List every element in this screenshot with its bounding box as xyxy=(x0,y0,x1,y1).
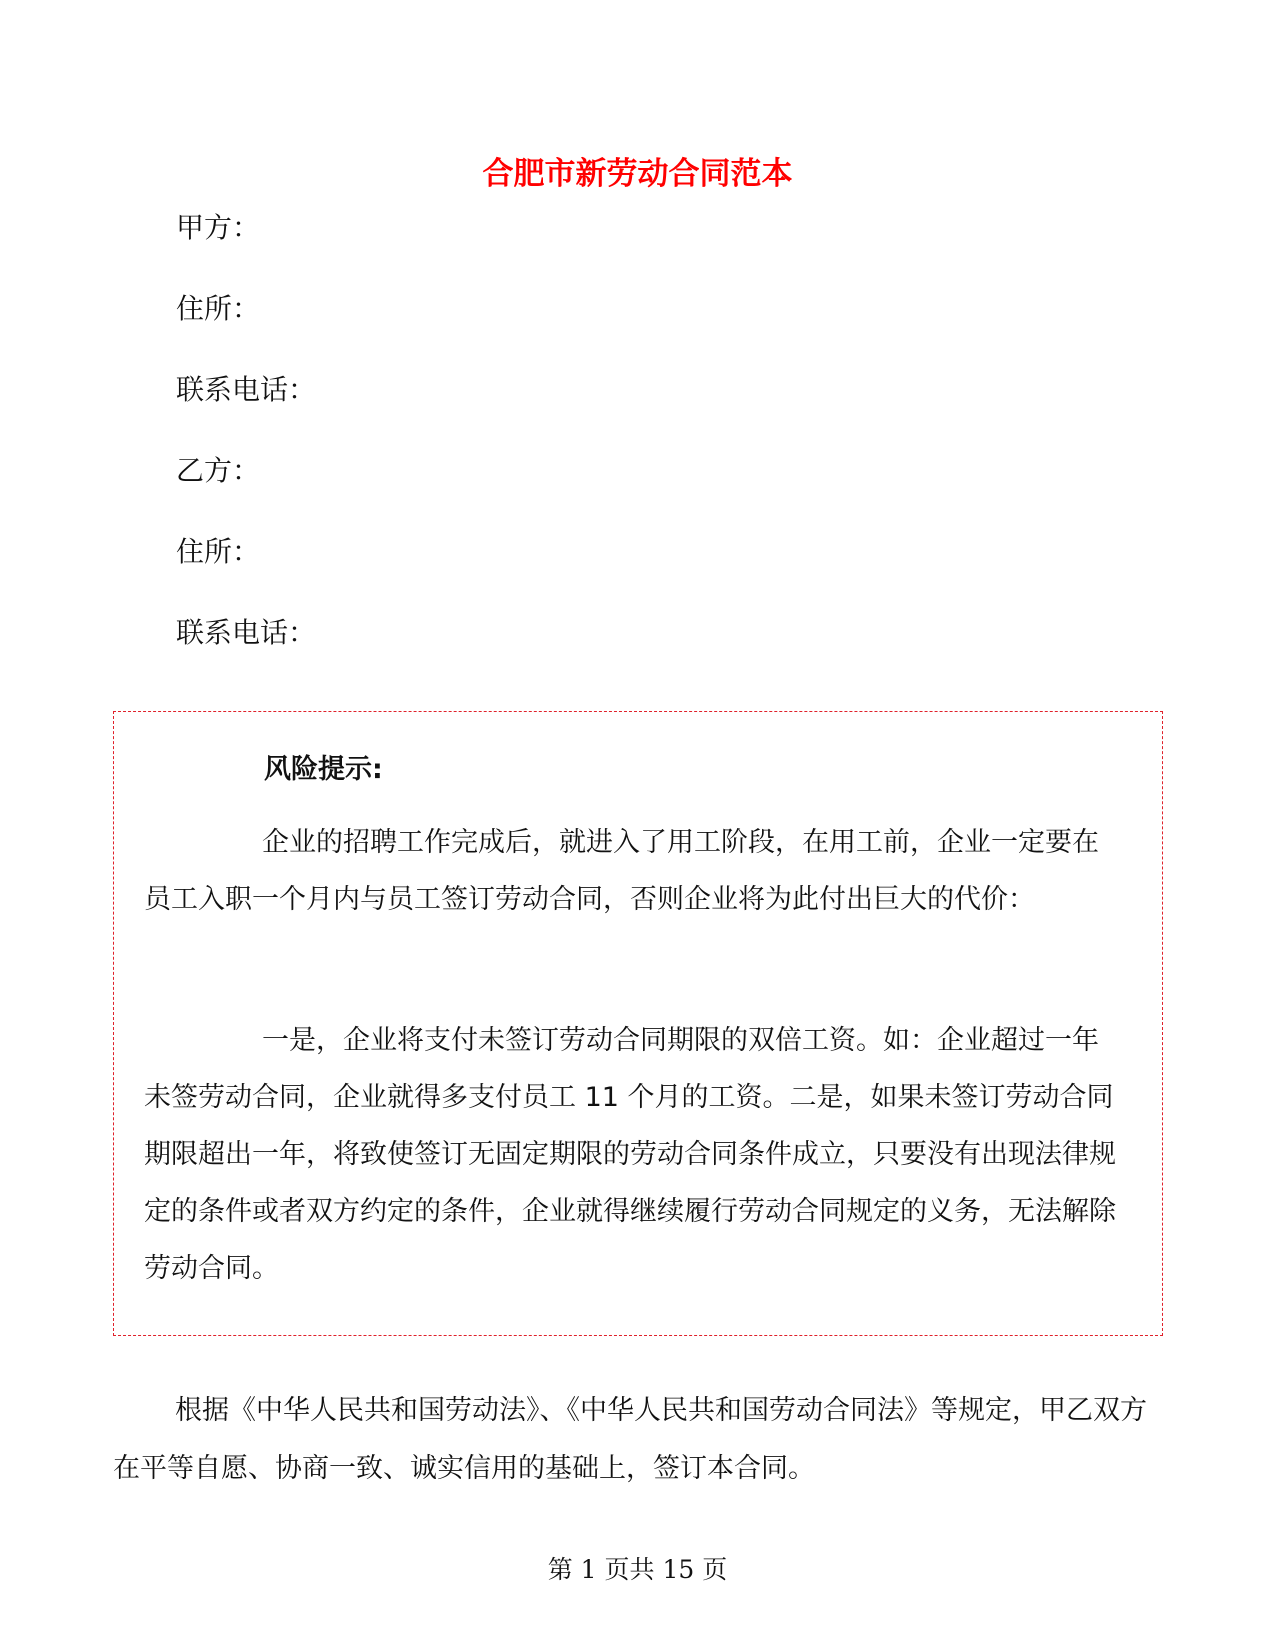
party-b-label: 乙方： xyxy=(176,454,261,487)
party-b-phone-label: 联系电话： xyxy=(176,616,317,649)
party-a-phone-label: 联系电话： xyxy=(176,373,317,406)
party-b-address-label: 住所： xyxy=(176,535,261,568)
party-a-label: 甲方： xyxy=(176,211,261,244)
contract-preamble: 根据《中华人民共和国劳动法》、《中华人民共和国劳动合同法》等规定，甲乙双方在平等自愿、协商一致、诚实信用的基础上，签订本合同。 xyxy=(113,1395,1147,1484)
risk-notice-paragraph-1: 企业的招聘工作完成后，就进入了用工阶段，在用工前，企业一定要在员工入职一个月内与员工签订劳动合同，否则企业将为此付出巨大的代价： xyxy=(144,827,1099,915)
risk-notice-paragraph-2: 一是，企业将支付未签订劳动合同期限的双倍工资。如：企业超过一年未签劳动合同，企业就得多支付员工 11 个月的工资。二是，如果未签订劳动合同期限超出一年，将致使签订无固定期限的劳动合同条件成立，只要没有出现法律规定的条件或者双方约定的条件，企业就得继续履行劳动合同规定的义务，无法解除劳动合同。 xyxy=(144,1025,1116,1284)
risk-notice-box xyxy=(113,711,1163,1336)
document-title: 合肥市新劳动合同范本 xyxy=(482,156,793,192)
risk-notice-heading: 风险提示: xyxy=(264,754,383,785)
page-number-footer: 第 1 页共 15 页 xyxy=(547,1555,728,1584)
party-a-address-label: 住所： xyxy=(176,292,261,325)
